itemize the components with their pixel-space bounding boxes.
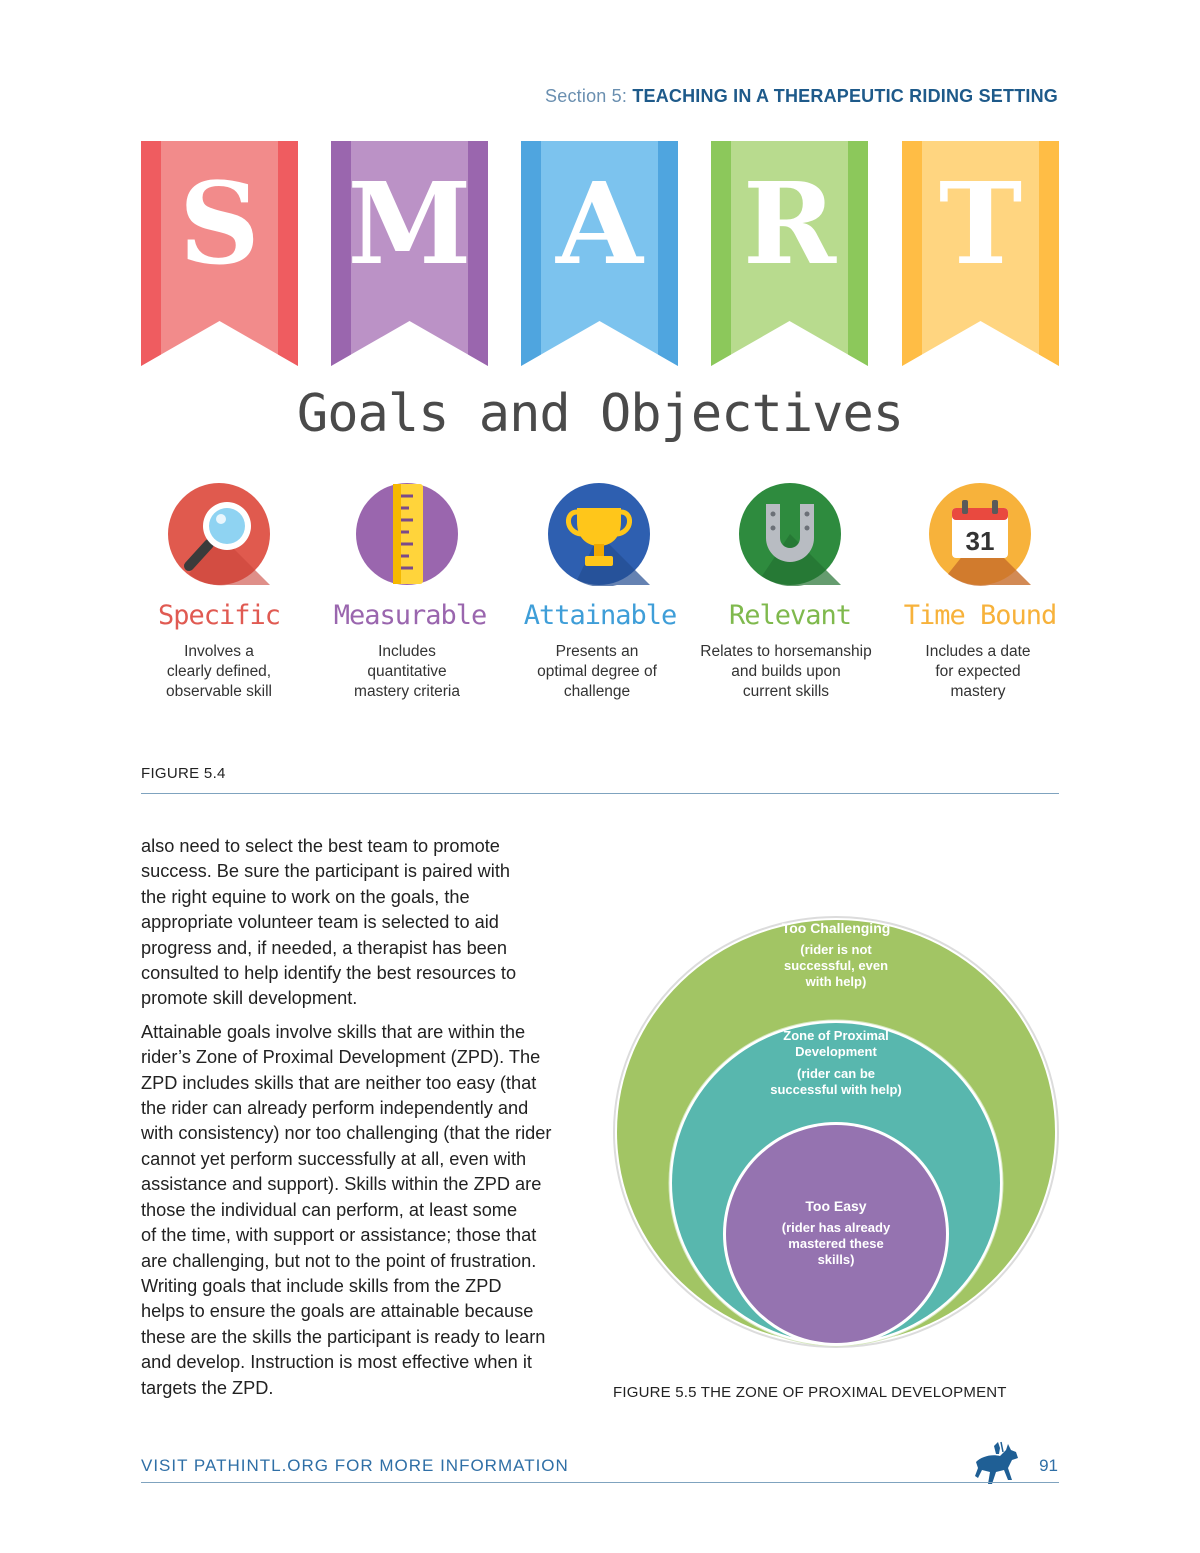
divider [141,793,1059,794]
goal-desc-time-bound: Includes a date for expected mastery [925,643,1031,700]
banner-letter-m: M [347,159,472,290]
zpd-outer-label: Too Challenging (rider is not successful, even with help) [781,920,891,989]
calendar-icon [928,482,1032,586]
horseshoe-icon [738,482,842,586]
banner-m [331,141,488,366]
horse-rider-logo-icon [972,1440,1024,1488]
magnifying-glass-icon [167,482,271,586]
banner-letter-a: A [556,159,643,290]
banner-letter-r: R [742,159,837,290]
figure-5-4-label: FIGURE 5.4 [141,765,226,782]
zpd-middle-label: Zone of Proximal Development (rider can be successful with help) [770,1028,902,1097]
body-text [141,834,591,1409]
goal-name-relevant: Relevant [728,600,852,631]
goal-desc-attainable: Presents an optimal degree of challenge [537,643,657,700]
banner-letter-t: T [938,159,1023,290]
footer-divider [141,1482,1059,1483]
paragraph-1: also need to select the best team to promote success. Be sure the participant is paired with the right equine to work on the goals, the appropriate volunteer team is selected to aid progress and, if needed, a therapist has been consulted to help identify the best resources to promote skill development. [141,836,517,1009]
ruler-icon [355,482,459,586]
section-number: Section 5: [545,86,628,106]
svg-text:31: 31 [965,526,995,556]
goal-desc-measurable: Includes quantitative mastery criteria [354,643,460,700]
goal-name-measurable: Measurable [333,600,487,631]
goals-title: Goals and Objectives [296,384,904,444]
banner-t [902,141,1059,366]
goal-name-specific: Specific [157,600,281,631]
zpd-inner-label: Too Easy (rider has already mastered these skills) [781,1198,891,1267]
section-title: TEACHING IN A THERAPEUTIC RIDING SETTING [632,86,1058,106]
page-number: 91 [1039,1456,1058,1475]
banner-s [141,141,298,366]
goal-name-time-bound: Time Bound [903,600,1057,631]
banner-letter-s: S [179,159,260,290]
trophy-icon [547,482,651,586]
footer-link-text: VISIT PATHINTL.ORG FOR MORE INFORMATION [141,1456,569,1475]
banner-r [711,141,868,366]
paragraph-2: Attainable goals involve skills that are within the rider’s Zone of Proximal Development (ZPD). The ZPD includes skills that are neither too easy (that the rider can already perform independently and with consistency) nor too challenging (that the rider cannot yet perform successfully at all, even with assistance and support). Skills within the ZPD are those the individual can perform, at least some of the time, with support or assistance; those that are challenging, but not to the point of frustration. Writing goals that include skills from the ZPD helps to ensure the goals are attainable because these are the skills the participant is ready to learn and develop. Instruction is most effective when it targets the ZPD. [141,1021,552,1398]
banner-a [521,141,678,366]
goal-desc-specific: Involves a clearly defined, observable skill [166,643,272,700]
figure-5-5-caption: FIGURE 5.5 THE ZONE OF PROXIMAL DEVELOPMENT [613,1384,1007,1401]
goal-name-attainable: Attainable [523,600,677,631]
section-header [545,86,1058,107]
goal-desc-relevant: Relates to horsemanship and builds upon current skills [700,643,872,700]
